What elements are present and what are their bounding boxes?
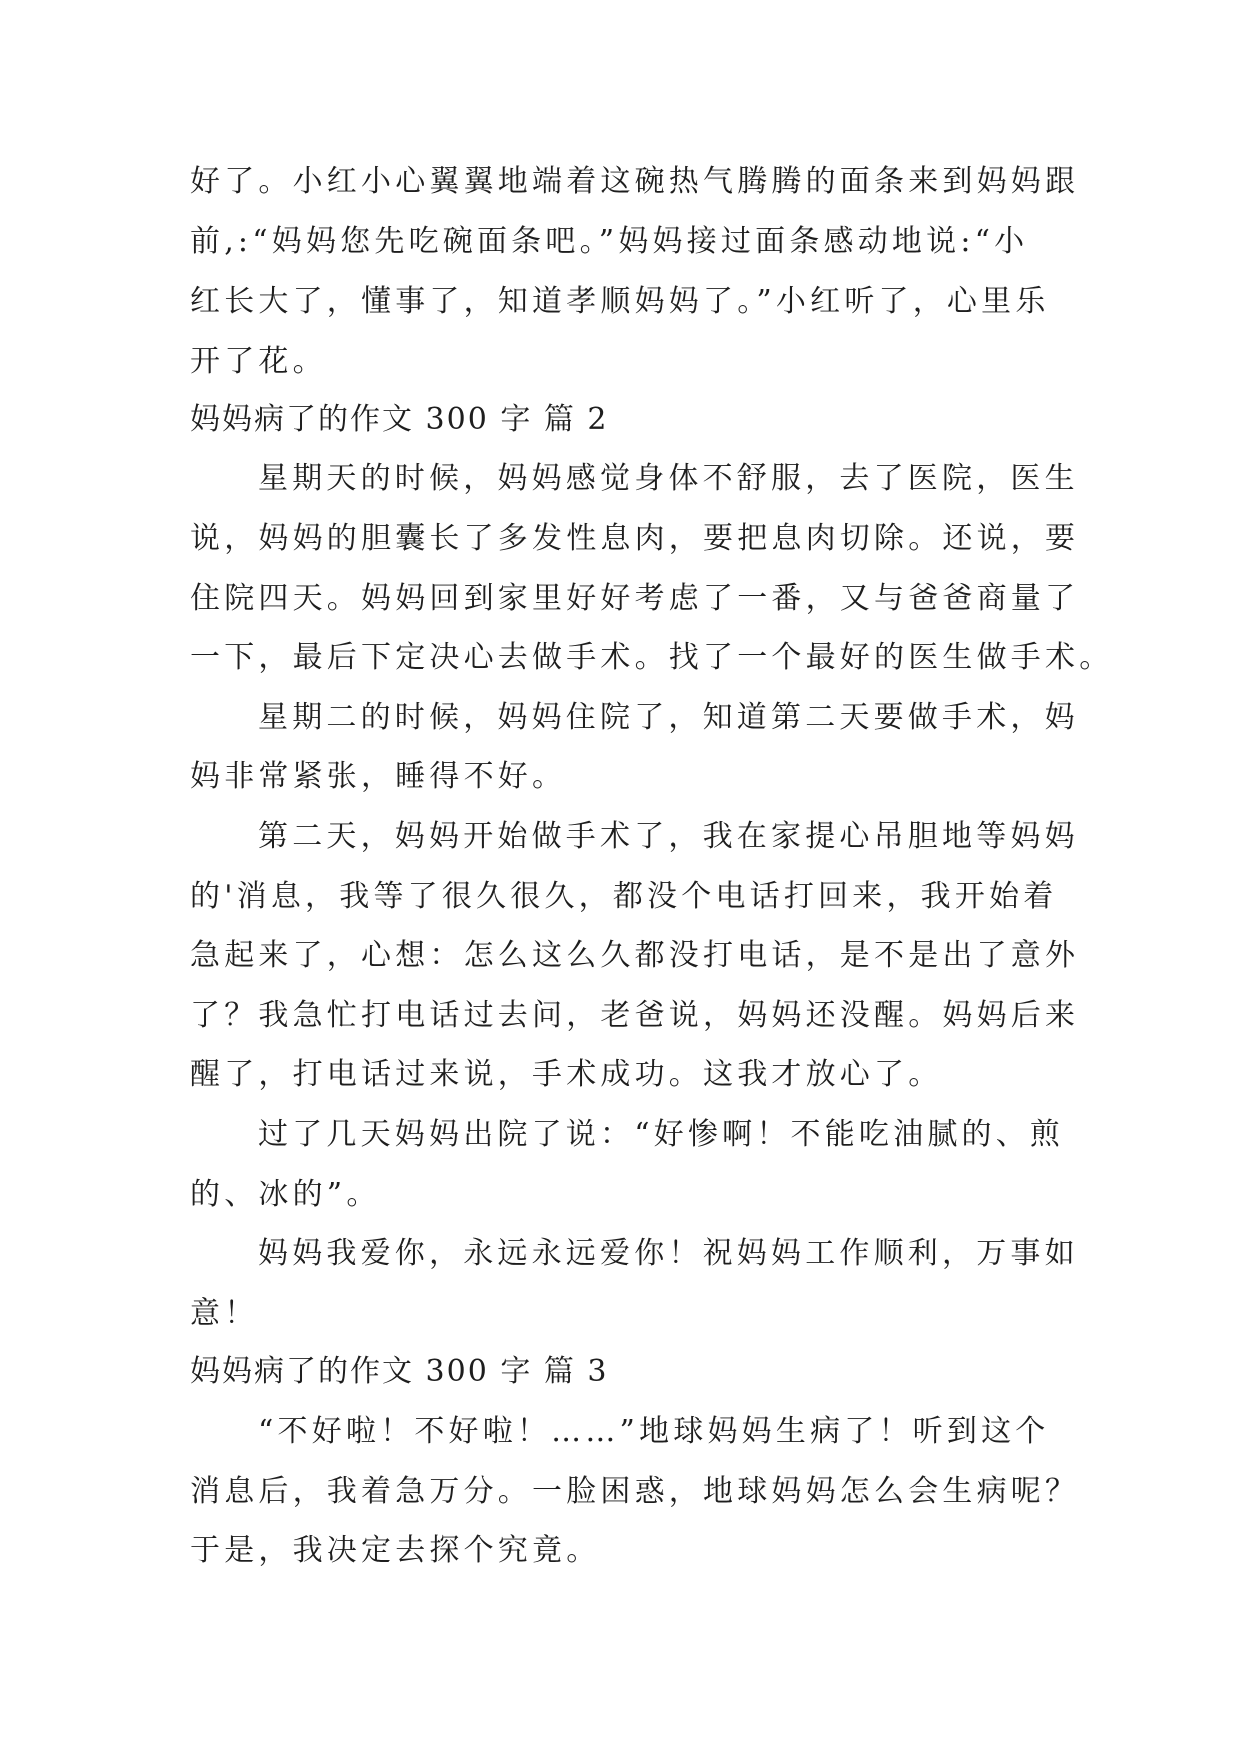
text-line: 红长大了，懂事了，知道孝顺妈妈了。”小红听了，心里乐 (190, 284, 1050, 319)
text-line: 的、冰的”。 (190, 1177, 381, 1212)
paragraph-first-line: 过了几天妈妈出院了说：“好惨啊！不能吃油腻的、煎 (258, 1117, 1065, 1152)
text-line: 消息后，我着急万分。一脸困惑，地球妈妈怎么会生病呢？ (190, 1474, 1080, 1509)
text-line: 的'消息，我等了很久很久，都没个电话打回来，我开始着 (190, 879, 1058, 914)
text-line: 好了。小红小心翼翼地端着这碗热气腾腾的面条来到妈妈跟 (190, 164, 1080, 199)
paragraph-first-line: 妈妈我爱你，永远永远爱你！祝妈妈工作顺利，万事如 (258, 1236, 1079, 1271)
section-heading: 妈妈病了的作文 300 字 篇 3 (190, 1354, 609, 1389)
paragraph-first-line: “不好啦！不好啦！……”地球妈妈生病了！听到这个 (258, 1414, 1050, 1449)
text-line: 意！ (190, 1296, 259, 1331)
text-line: 前,:“妈妈您先吃碗面条吧。”妈妈接过面条感动地说:“小 (190, 224, 1029, 259)
text-line: 急起来了，心想：怎么这么久都没打电话，是不是出了意外 (190, 938, 1080, 973)
text-line: 妈非常紧张，睡得不好。 (190, 759, 567, 794)
paragraph-first-line: 星期二的时候，妈妈住院了，知道第二天要做手术，妈 (258, 700, 1079, 735)
text-line: 于是，我决定去探个究竟。 (190, 1533, 601, 1568)
text-line: 醒了，打电话过来说，手术成功。这我才放心了。 (190, 1057, 943, 1092)
text-line: 开了花。 (190, 344, 327, 379)
paragraph-first-line: 第二天，妈妈开始做手术了，我在家提心吊胆地等妈妈 (258, 819, 1079, 854)
paragraph-first-line: 星期天的时候，妈妈感觉身体不舒服，去了医院，医生 (258, 461, 1079, 496)
section-heading: 妈妈病了的作文 300 字 篇 2 (190, 402, 609, 437)
text-line: 说，妈妈的胆囊长了多发性息肉，要把息肉切除。还说，要 (190, 521, 1080, 556)
text-line: 一下，最后下定决心去做手术。找了一个最好的医生做手术。 (190, 640, 1114, 675)
text-line: 住院四天。妈妈回到家里好好考虑了一番，又与爸爸商量了 (190, 581, 1080, 616)
text-line: 了？我急忙打电话过去问，老爸说，妈妈还没醒。妈妈后来 (190, 998, 1080, 1033)
